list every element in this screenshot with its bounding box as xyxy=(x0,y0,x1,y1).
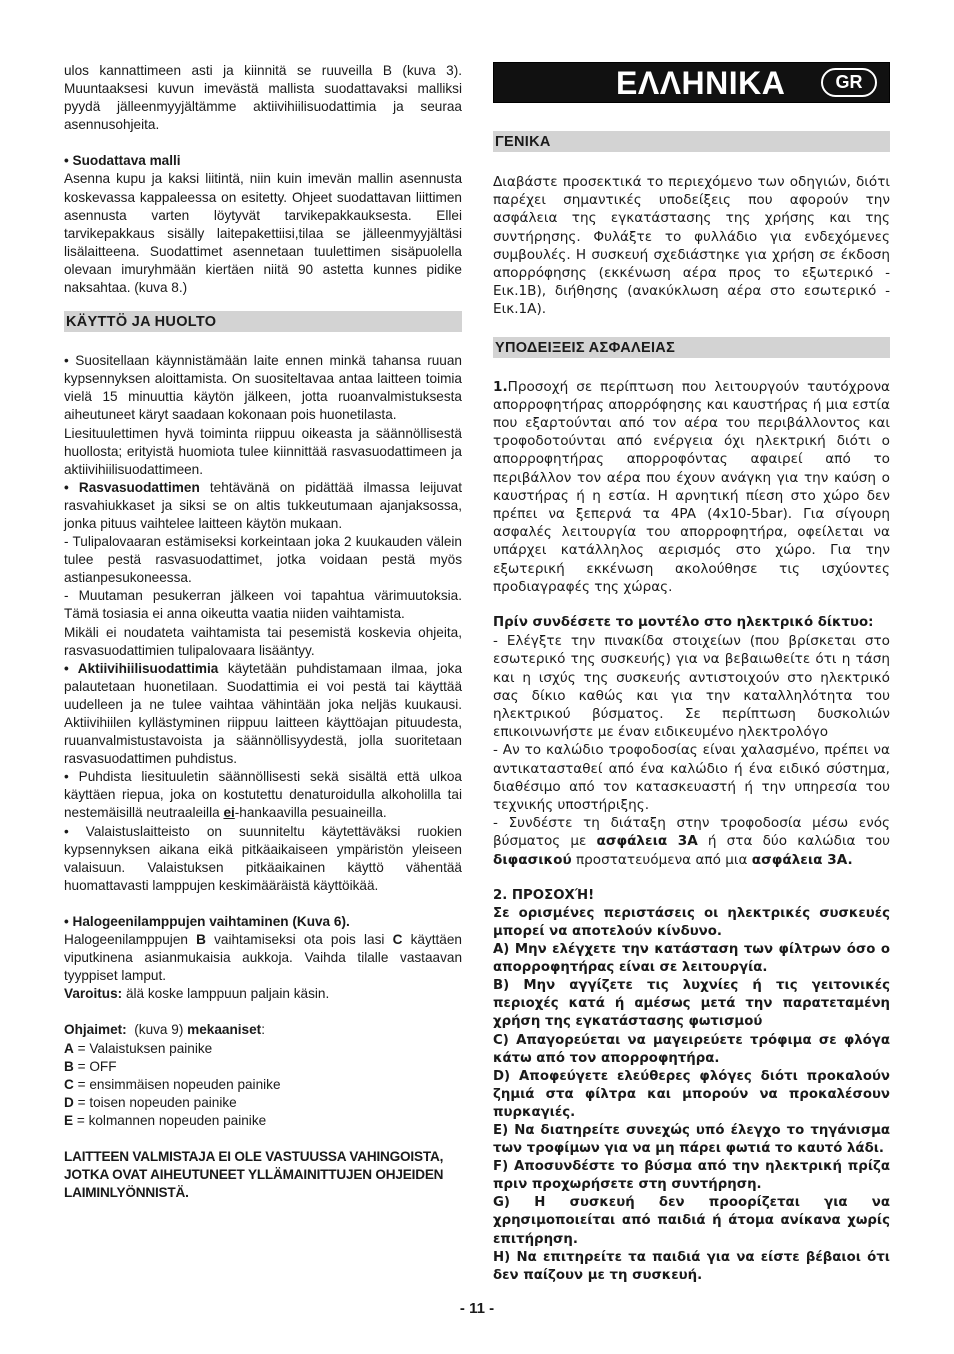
connect-paragraph-2: - Αν το καλώδιο τροφοδοσίας είναι χαλασμένο, πρέπει να αντικατασταθεί από ένα καλώδιο ή ένα ειδικό σύστημα, διαθέσιμο από τον κατασκευαστή ή την υπηρεσία του τεχνικής υποστήριξης. xyxy=(493,742,890,813)
controls-colon: : xyxy=(261,1022,265,1038)
list-item xyxy=(64,1058,462,1076)
connect-biphase: διφασικού xyxy=(493,851,572,868)
carbon-filter-paragraph xyxy=(64,660,462,769)
safety-text: Προσοχή σε περίπτωση που λειτουργούν ταυτόχρονα απορροφητήρας απορρόφησης και καυστήρας ή μια εστία που εξαρτούνται από τον αέρα του περιβάλλοντος και τροφοδοτούνται από ενέργεια όχι ηλεκτρική διότι ο απορροφητήρας απορροφόντας αφαιρεί από το περιβάλλον τον αέρα που έχουν ανάγκη για την καύση ο καυστήρας ή η εστία. Η αρνητική πίεση στο χώρο δεν πρέπει να ξεπερνά τα 4PA (4x10-5bar). Για σίγουρη ασφαλές λειτουργία του απορροφητήρα, οφείλεται να υπάρχει κατάλληλος αερισμός στο χώρο. Για την εξωτερική εκκένωση ακολούθησε τις ισχύοντες προδιαγραφές της χώρας. xyxy=(493,378,890,595)
connect-text-a: - Συνδέστε τη διάταξη στην τροφοδοσία μέσω ενός βύσματος με xyxy=(493,815,890,850)
connect-paragraph-1: - Ελέγξτε την πινακίδα στοιχείων (που βρίσκεται στο εσωτερικό της συσκευής) για να βεβαιωθείτε ότι η τάση και η ισχύς της συσκευής αντιστοιχούν στο ηλεκτρικό σας δίκιο καθώς και για την καταλληλότητα του ηλεκτρικού βύσματος. Σε περίπτωση δυσκολιών επικοινωνήστε με έναν ειδικευμένο ηλεκτρολόγο xyxy=(493,633,890,741)
list-item xyxy=(64,1076,462,1094)
use-paragraph-2: Liesituulettimen hyvä toiminta riippuu oikeasta ja säännöllisestä huollosta; erityistä huomiota tulee kiinnittää rasvasuodattimeen ja aktiivihiilisuodattimeen. xyxy=(64,425,462,477)
section-header-use: KÄYTTÖ JA HUOLTO xyxy=(64,311,462,332)
section-header-general: ΓΕΝΙΚΑ xyxy=(493,131,890,152)
grease-paragraph-2: - Tulipalovaaran estämiseksi korkeintaan joka 2 kuukauden välein tulee pestä rasvasuodattimet, jotka voidaan pestä myös astianpesukoneessa. xyxy=(64,534,462,586)
attention-list xyxy=(493,905,890,1285)
grease-filter-label: • Rasvasuodattimen xyxy=(64,479,200,495)
list-item: E) Να διατηρείτε συνεχώς υπό έλεγχο το τηγάνισμα των τροφίμων για να μη πάρει φωτιά το καυτό λάδι. xyxy=(493,1123,890,1157)
grease-paragraph-3: - Muutaman pesukerran jälkeen voi tapahtua värimuutoksia. Tämä tosiasia ei anna oikeutta vaatia niiden vaihtamista. xyxy=(64,588,462,622)
controls-figure-ref: (kuva 9) xyxy=(126,1022,188,1038)
control-text: = Valaistuksen painike xyxy=(73,1040,213,1056)
general-paragraph: Διαβάστε προσεκτικά το περιεχόμενο των οδηγιών, διότι παρέχει σημαντικές υποδείξεις που αφορούν την ασφάλεια της εγκατάστασης της χρήσης και της συντήρησης. Φυλάξτε το φυλλάδιο για ενδεχόμενες συμβουλές. Η συσκευή σχεδιάστηκε για χρήση σε έκδοση απορρόφησης (εκκένωση αέρα προς το εξωτερικό - Εικ.1B), διήθησης (ανακύκλωση αέρα στο εσωτερικό - Εικ.1A). xyxy=(493,174,890,318)
controls-type: mekaaniset xyxy=(187,1022,262,1038)
list-item: C) Απαγορεύεται να μαγειρεύετε τρόφιμα σε φλόγα κάτω από τον απορροφητήρα. xyxy=(493,1032,890,1066)
language-banner xyxy=(493,62,890,103)
list-item: Σε ορισμένες περιστάσεις οι ηλεκτρικές συσκευές μπορεί να αποτελούν κίνδυνο. xyxy=(493,905,890,939)
warning-paragraph xyxy=(64,985,462,1003)
control-key: A xyxy=(64,1040,74,1056)
left-column xyxy=(64,62,462,1202)
connect-paragraph-3 xyxy=(493,814,890,869)
safety-number: 1. xyxy=(493,378,508,395)
cleaning-emphasis: ei xyxy=(223,805,235,821)
list-item xyxy=(64,1112,462,1130)
connect-fuse-2: ασφάλεια 3A. xyxy=(751,851,853,868)
warning-label: Varoitus: xyxy=(64,986,123,1002)
halogen-text-a: Halogeenilamppujen xyxy=(64,932,197,948)
list-item xyxy=(64,1040,462,1058)
connect-text-e: προστατευόμενα από μια xyxy=(571,851,752,868)
halogen-text-c: vaihtamiseksi ota pois lasi xyxy=(205,932,393,948)
list-item: H) Να επιτηρείτε τα παιδιά για να είστε βέβαιοι ότι δεν παίζουν με τη συσκευή. xyxy=(493,1249,890,1283)
grease-filter-paragraph xyxy=(64,479,462,533)
filter-paragraph: Asenna kupu ja kaksi liitintä, niin kuin imevän mallin asennusta koskevassa kappaleessa on esitetty. Ohjeet suodattavan liittimen asennusta varten löytyvät tarvikepakkauksesta. Ellei tarvikepakkaus sisälly laitepakettiisi,tilaa se jälleenmyyjältäsi lisälaitteena. Suodattimet asennetaan tuulettimen sisäpuolella olevaan imuryhmään kiertäen niitä 90 astetta kunnes pidike naksahtaa. (kuva 8.) xyxy=(64,171,462,296)
warning-text: älä koske lamppuun paljain käsin. xyxy=(122,986,330,1002)
list-item: D) Αποφεύγετε ελεύθερες φλόγες διότι προκαλούν ζημιά στα φίλτρα και μπορούν να προκαλέσουν πυρκαγιές. xyxy=(493,1068,890,1120)
control-text: = OFF xyxy=(73,1058,117,1074)
language-code-badge: GR xyxy=(821,68,877,97)
safety-paragraph-1 xyxy=(493,378,890,596)
control-text: = toisen nopeuden painike xyxy=(73,1094,237,1110)
list-item xyxy=(64,1094,462,1112)
filter-heading: • Suodattava malli xyxy=(64,153,181,169)
intro-paragraph: ulos kannattimeen asti ja kiinnitä se ruuveilla B (kuva 3). Muuntaaksesi kuvun imevästä mallista suodattavaksi malliksi pyydä jälleenmyyjältämme aktiivihiilisuodattimia ja seuraa asennusohjeita. xyxy=(64,63,462,133)
control-text: = kolmannen nopeuden painike xyxy=(73,1112,267,1128)
halogen-heading: • Halogeenilamppujen vaihtaminen (Kuva 6). xyxy=(64,913,350,929)
halogen-key-c: C xyxy=(392,932,403,948)
cleaning-text-a: • Puhdista liesituuletin säännöllisesti sekä sisältä että ulkoa käyttäen riepua, joka on kostutettu denaturoidulla alkoholilla tai nestemäisillä neutraaleilla xyxy=(64,769,462,821)
controls-list xyxy=(64,1040,462,1130)
controls-label: Ohjaimet: xyxy=(64,1022,127,1038)
attention-heading: 2. ΠΡΟΣΟΧΉ! xyxy=(493,887,595,903)
section-header-safety: ΥΠΟΔΕΙΞΕΙΣ ΑΣΦΑΛΕΙΑΣ xyxy=(493,337,890,358)
controls-heading xyxy=(64,1021,462,1039)
halogen-text-e: käyttäen viputkinena asianmukaisia aukkoja. Vaihda tilalle vastaavan tyyppiset lamput. xyxy=(64,932,462,984)
list-item: B) Μην αγγίζετε τις λυχνίες ή τις γειτονικές περιοχές κατά ή αμέσως μετά την παρατεταμένη χρήση της εγκατάστασης φωτισμού xyxy=(493,978,890,1030)
page-number: - 11 - xyxy=(459,1300,495,1317)
use-paragraph-1: • Suositellaan käynnistämään laite ennen minkä tahansa ruuan kypsennyksen aloittamista. On suositeltavaa antaa laitteen toimia vielä 15 minuuttia käytön jälkeen, jotta ruoanvalmistuksesta aiheutuneet käryt saadaan kokonaan pois huonetilasta. xyxy=(64,353,462,423)
connect-heading: Πρίν συνδέσετε το μοντέλο στο ηλεκτρικό δίκτυο: xyxy=(493,615,874,631)
halogen-paragraph xyxy=(64,931,462,985)
list-item: A) Μην ελέγχετε την κατάσταση των φίλτρων όσο ο απορροφητήρας είναι σε λειτουργία. xyxy=(493,942,890,976)
carbon-filter-text: käytetään puhdistamaan ilmaa, joka palautetaan huonetilaan. Suodattimia ei voi pestä tai käyttää uudelleen ja ne tulee vaihtaa vähintään joka neljäs kuukausi. Aktiivihiilen kyllästyminen riippuu laitteen käyttöajan pituudesta, ruuanvalmistustavoista ja säännöllisyydestä, jolla suoritetaan rasvasuodattimen puhdistus. xyxy=(64,660,462,767)
control-key: D xyxy=(64,1094,74,1110)
cleaning-paragraph xyxy=(64,768,462,822)
connect-text-c: ή στα δύο καλώδια του xyxy=(697,833,891,850)
cleaning-text-b: -hankaavilla pesuaineilla. xyxy=(234,805,387,821)
control-key: E xyxy=(64,1112,74,1128)
list-item: F) Αποσυνδέστε το βύσμα από την ηλεκτρική πρίζα πριν προχωρήσετε στη συντήρηση. xyxy=(493,1159,890,1193)
connect-fuse-1: ασφάλεια 3A xyxy=(596,833,698,850)
control-key: B xyxy=(64,1058,74,1074)
grease-paragraph-4: Mikäli ei noudateta vaihtamista tai pesemistä koskevia ohjeita, rasvasuodattimien tulipalovaara lisääntyy. xyxy=(64,624,462,658)
halogen-key-b: B xyxy=(196,932,206,948)
grease-filter-text: tehtävänä on pidättää ilmassa leijuvat rasvahiukkaset ja siksi se on altis tukkeutumaan ajanjaksossa, jonka pituus vaihtelee laitteen käytön mukaan. xyxy=(64,479,463,531)
control-key: C xyxy=(64,1076,74,1092)
carbon-filter-label: • Aktiivihiilisuodattimia xyxy=(64,660,219,676)
list-item: G) Η συσκευή δεν προορίζεται για να χρησιμοποιείται από παιδιά ή άτομα ανίκανα χωρίς επιτήρηση. xyxy=(493,1195,890,1247)
language-title: ΕΛΛΗΝΙΚΑ xyxy=(616,65,786,101)
right-column xyxy=(493,62,890,1285)
disclaimer: LAITTEEN VALMISTAJA EI OLE VASTUUSSA VAHINGOISTA, JOTKA OVAT AIHEUTUNEET YLLÄMAINITTUJEN OHJEIDEN LAIMINLYÖNNISTÄ. xyxy=(64,1148,444,1201)
control-text: = ensimmäisen nopeuden painike xyxy=(73,1076,281,1092)
lighting-paragraph: • Valaistuslaitteisto on suunniteltu käytettäväksi ruokien kypsennyksen aikana eikä pitkäaikaiseen ympäristön yleiseen valaisuun. Valaistuksen pitkäaikainen käyttö vähentää huomattavasti lamppujen keskimääräistä käyttöikää. xyxy=(64,823,462,893)
